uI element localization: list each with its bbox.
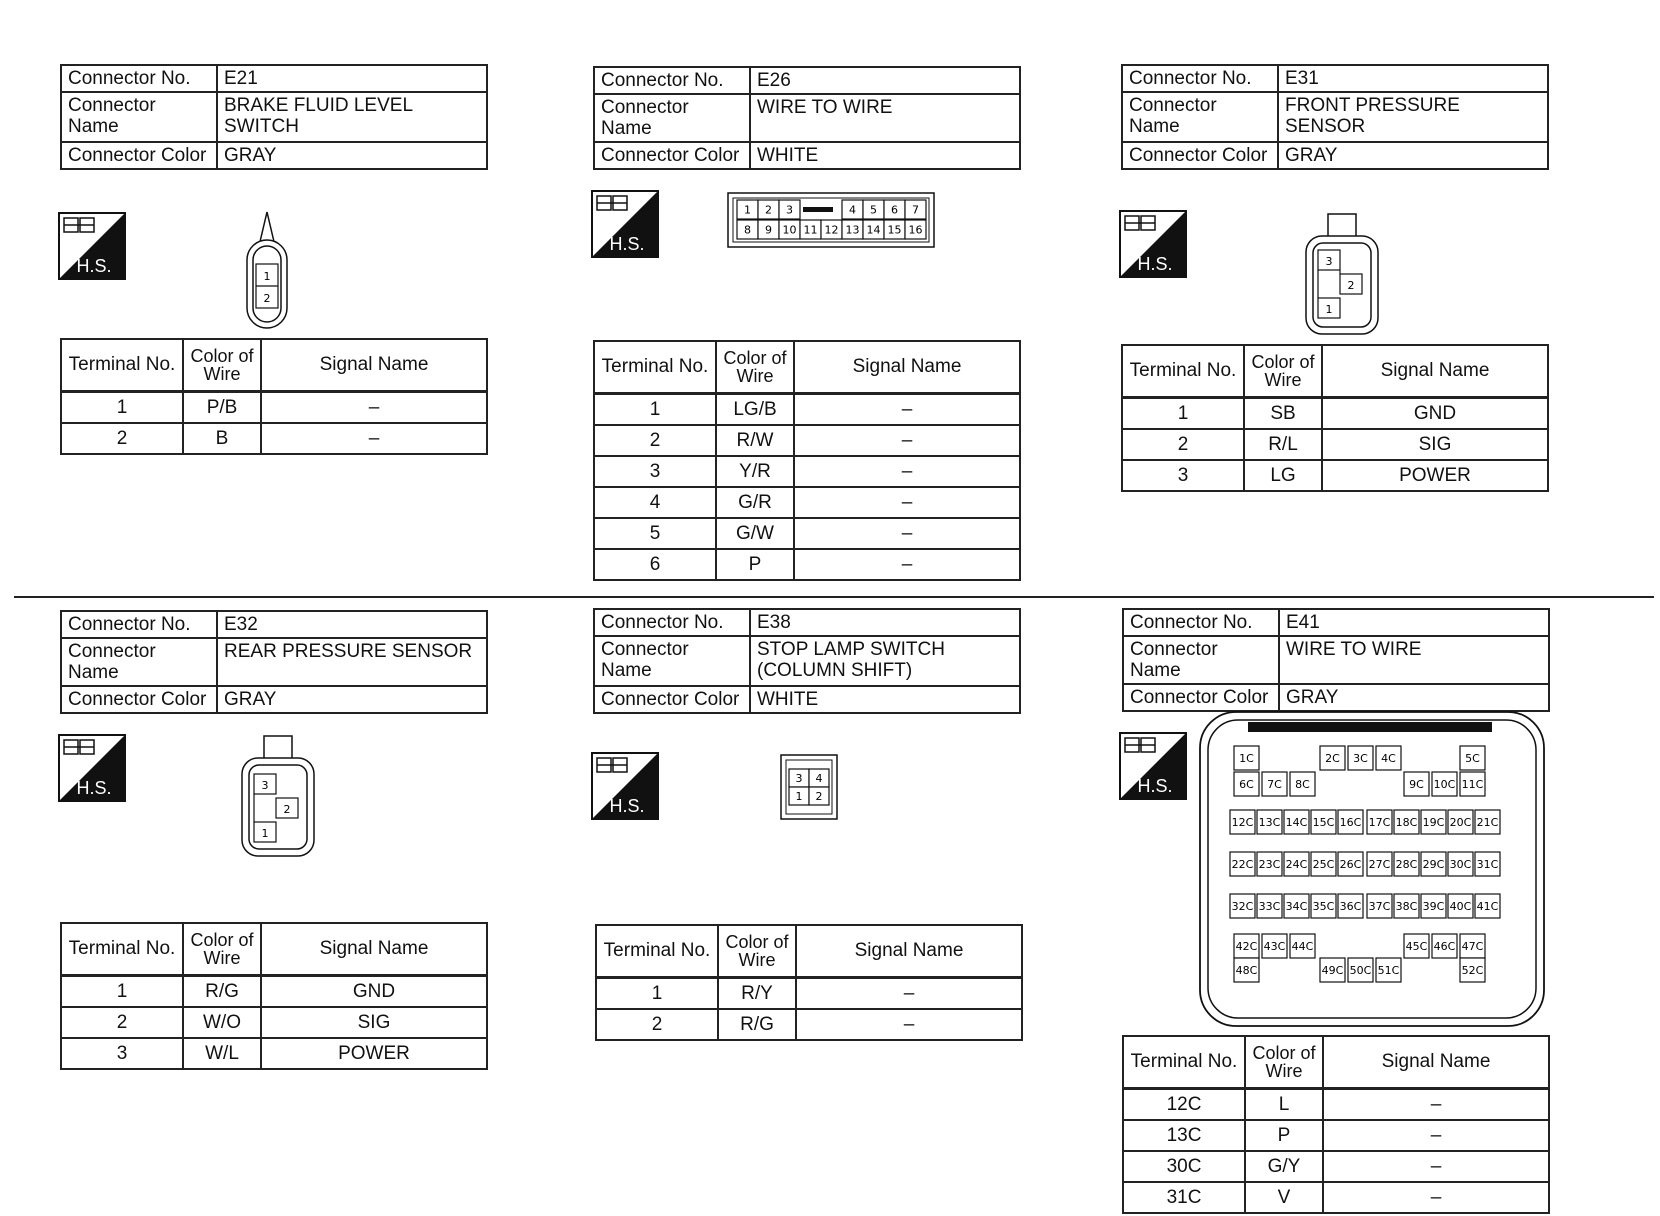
table-row: 2 W/O SIG: [61, 1007, 487, 1038]
pin-label: 49C: [1321, 963, 1344, 977]
label-connector-no: Connector No.: [594, 67, 750, 94]
header-terminal-no: Terminal No.: [596, 925, 718, 978]
pin-label: 39C: [1422, 899, 1445, 913]
label-connector-no: Connector No.: [1123, 609, 1279, 636]
connector-no: E32: [217, 611, 487, 638]
pin-label: 1: [1325, 303, 1333, 316]
label-connector-name: Connector Name: [61, 638, 217, 686]
pin-label: 1: [744, 203, 751, 217]
e38-connector-diagram: [780, 754, 838, 820]
pin-label: 19C: [1422, 815, 1445, 829]
pin-label: 33C: [1258, 899, 1281, 913]
label-connector-name: Connector Name: [1123, 636, 1279, 684]
pin-label: 35C: [1312, 899, 1335, 913]
pin-label: 1C: [1239, 751, 1254, 765]
pin-label: 17C: [1368, 815, 1391, 829]
header-signal-name: Signal Name: [261, 339, 487, 392]
pin-label: 3C: [1353, 751, 1368, 765]
pin-label: 36C: [1339, 899, 1362, 913]
header-signal-name: Signal Name: [1322, 345, 1548, 398]
hs-connector-icon: [1119, 210, 1187, 278]
terminal-table-e21: [60, 338, 488, 455]
pin-label: 13C: [1258, 815, 1281, 829]
terminal-table-e26: [593, 340, 1021, 581]
terminal-table-e31: [1121, 344, 1549, 492]
label-connector-name: Connector Name: [594, 94, 750, 142]
header-color-of-wire: Color of Wire: [716, 341, 794, 394]
connector-no: E31: [1278, 65, 1548, 92]
pin-label: 9C: [1409, 777, 1424, 791]
connector-color: WHITE: [750, 142, 1020, 169]
table-row: 13C P –: [1123, 1120, 1549, 1151]
header-color-of-wire: Color of Wire: [1244, 345, 1322, 398]
pin-label: 26C: [1339, 857, 1362, 871]
table-row: 3 LG POWER: [1122, 460, 1548, 491]
hs-connector-icon: [58, 212, 126, 280]
table-row: 31C V –: [1123, 1182, 1549, 1213]
header-signal-name: Signal Name: [1323, 1036, 1549, 1089]
pin-label: 29C: [1422, 857, 1445, 871]
connector-name: WIRE TO WIRE: [1279, 636, 1549, 684]
pin-label: 5C: [1465, 751, 1480, 765]
pin-label: 12C: [1231, 815, 1254, 829]
connector-no: E38: [750, 609, 1020, 636]
pin-label: 28C: [1395, 857, 1418, 871]
connector-no: E41: [1279, 609, 1549, 636]
table-row: 12C L –: [1123, 1089, 1549, 1121]
pin-label: 41C: [1476, 899, 1499, 913]
pin-label: 4C: [1381, 751, 1396, 765]
label-connector-no: Connector No.: [61, 611, 217, 638]
table-row: 1 R/Y –: [596, 978, 1022, 1010]
pin-label: 4: [849, 203, 856, 217]
pin-label: 27C: [1368, 857, 1391, 871]
connector-no: E21: [217, 65, 487, 92]
table-row: 2 R/L SIG: [1122, 429, 1548, 460]
header-terminal-no: Terminal No.: [61, 923, 183, 976]
hs-connector-icon: [1119, 732, 1187, 800]
table-row: 4 G/R –: [594, 487, 1020, 518]
label-connector-color: Connector Color: [594, 142, 750, 169]
pin-label: 31C: [1476, 857, 1499, 871]
table-row: 1 SB GND: [1122, 398, 1548, 430]
pin-label: 40C: [1449, 899, 1472, 913]
table-row: 1 R/G GND: [61, 976, 487, 1008]
header-color-of-wire: Color of Wire: [718, 925, 796, 978]
e31-connector-diagram: [1304, 212, 1380, 336]
pin-label: 23C: [1258, 857, 1281, 871]
connector-e41: [1122, 608, 1550, 712]
pin-label: 5: [870, 203, 877, 217]
pin-label: 3: [786, 203, 793, 217]
pin-label: 21C: [1476, 815, 1499, 829]
pin-label: 37C: [1368, 899, 1391, 913]
hs-label: H.S.: [609, 234, 645, 254]
header-color-of-wire: Color of Wire: [183, 339, 261, 392]
pin-label: 24C: [1285, 857, 1308, 871]
pin-label: 16C: [1339, 815, 1362, 829]
hs-label: H.S.: [76, 256, 112, 276]
pin-label: 6: [891, 203, 898, 217]
table-row: 2 R/G –: [596, 1009, 1022, 1040]
pin-label: 11C: [1461, 777, 1484, 791]
connector-e26: [593, 66, 1021, 170]
label-connector-name: Connector Name: [594, 636, 750, 686]
pin-label: 51C: [1377, 963, 1400, 977]
hs-label: H.S.: [76, 778, 112, 798]
pin-label: 42C: [1235, 939, 1258, 953]
connector-name: REAR PRESSURE SENSOR: [217, 638, 487, 686]
label-connector-color: Connector Color: [1122, 142, 1278, 169]
hs-label: H.S.: [1137, 776, 1173, 796]
e32-connector-diagram: [240, 734, 316, 858]
label-connector-color: Connector Color: [61, 686, 217, 713]
connector-e32: [60, 610, 488, 714]
label-connector-no: Connector No.: [1122, 65, 1278, 92]
connector-info-table: [1122, 608, 1550, 712]
connector-no: E26: [750, 67, 1020, 94]
label-connector-color: Connector Color: [594, 686, 750, 713]
terminal-table-e38: [595, 924, 1023, 1041]
pin-label: 20C: [1449, 815, 1472, 829]
pin-label: 9: [765, 223, 772, 237]
pin-label: 48C: [1235, 963, 1258, 977]
label-connector-name: Connector Name: [1122, 92, 1278, 142]
pin-label: 14: [866, 223, 881, 237]
pin-label: 12: [824, 223, 839, 237]
header-color-of-wire: Color of Wire: [183, 923, 261, 976]
pin-label: 2: [1347, 279, 1355, 292]
hs-label: H.S.: [1137, 254, 1173, 274]
connector-color: GRAY: [1278, 142, 1548, 169]
pin-label: 4: [815, 772, 823, 785]
connector-e31: [1121, 64, 1549, 170]
table-row: 30C G/Y –: [1123, 1151, 1549, 1182]
e26-connector-diagram: [727, 192, 935, 248]
pin-label: 14C: [1285, 815, 1308, 829]
pin-label: 11: [803, 223, 818, 237]
pin-label: 1: [261, 827, 269, 840]
pin-label: 32C: [1231, 899, 1254, 913]
pin-label: 2C: [1325, 751, 1340, 765]
header-terminal-no: Terminal No.: [61, 339, 183, 392]
e21-connector-diagram: [244, 210, 290, 330]
hs-connector-icon: [58, 734, 126, 802]
e41-connector-diagram: [1198, 710, 1546, 1028]
pin-label: 8: [744, 223, 751, 237]
pin-label: 16: [908, 223, 923, 237]
connector-name: BRAKE FLUID LEVEL SWITCH: [217, 92, 487, 142]
connector-color: GRAY: [1279, 684, 1549, 711]
pin-label: 2: [815, 790, 823, 803]
pin-label: 2: [263, 292, 271, 305]
pin-label: 25C: [1312, 857, 1335, 871]
pin-label: 3: [1325, 255, 1333, 268]
connector-info-table: [1121, 64, 1549, 170]
pin-label: 43C: [1263, 939, 1286, 953]
pin-label: 13: [845, 223, 860, 237]
table-row: 1 P/B –: [61, 392, 487, 424]
hs-connector-icon: [591, 752, 659, 820]
pin-label: 45C: [1405, 939, 1428, 953]
table-row: 2 R/W –: [594, 425, 1020, 456]
label-connector-color: Connector Color: [61, 142, 217, 169]
pin-label: 52C: [1461, 963, 1484, 977]
label-connector-color: Connector Color: [1123, 684, 1279, 711]
pin-label: 38C: [1395, 899, 1418, 913]
header-terminal-no: Terminal No.: [1123, 1036, 1245, 1089]
table-row: 5 G/W –: [594, 518, 1020, 549]
connector-info-table: [593, 66, 1021, 170]
header-signal-name: Signal Name: [261, 923, 487, 976]
hs-connector-icon: [591, 190, 659, 258]
connector-color: WHITE: [750, 686, 1020, 713]
pin-label: 7C: [1267, 777, 1282, 791]
connector-name: FRONT PRESSURE SENSOR: [1278, 92, 1548, 142]
pin-label: 15C: [1312, 815, 1335, 829]
header-signal-name: Signal Name: [794, 341, 1020, 394]
table-row: 6 P –: [594, 549, 1020, 580]
pin-label: 1: [263, 270, 271, 283]
section-divider: [14, 596, 1654, 598]
pin-label: 46C: [1433, 939, 1456, 953]
pin-label: 2: [765, 203, 772, 217]
pin-label: 22C: [1231, 857, 1254, 871]
hs-label: H.S.: [609, 796, 645, 816]
connector-name: WIRE TO WIRE: [750, 94, 1020, 142]
connector-color: GRAY: [217, 686, 487, 713]
table-row: 2 B –: [61, 423, 487, 454]
header-terminal-no: Terminal No.: [594, 341, 716, 394]
pin-label: 3: [795, 772, 803, 785]
label-connector-no: Connector No.: [61, 65, 217, 92]
connector-color: GRAY: [217, 142, 487, 169]
pin-label: 30C: [1449, 857, 1472, 871]
pin-label: 10: [782, 223, 797, 237]
terminal-table-e41: [1122, 1035, 1550, 1214]
connector-e38: [593, 608, 1021, 714]
header-signal-name: Signal Name: [796, 925, 1022, 978]
connector-info-table: [60, 64, 488, 170]
table-row: 3 Y/R –: [594, 456, 1020, 487]
pin-label: 6C: [1239, 777, 1254, 791]
pin-label: 1: [795, 790, 803, 803]
label-connector-no: Connector No.: [594, 609, 750, 636]
connector-info-table: [593, 608, 1021, 714]
pin-label: 15: [887, 223, 902, 237]
connector-name: STOP LAMP SWITCH (COLUMN SHIFT): [750, 636, 1020, 686]
terminal-table-e32: [60, 922, 488, 1070]
label-connector-name: Connector Name: [61, 92, 217, 142]
table-row: 1 LG/B –: [594, 394, 1020, 426]
table-row: 3 W/L POWER: [61, 1038, 487, 1069]
pin-label: 7: [912, 203, 919, 217]
pin-label: 2: [283, 803, 291, 816]
connector-e21: [60, 64, 488, 170]
pin-label: 18C: [1395, 815, 1418, 829]
header-terminal-no: Terminal No.: [1122, 345, 1244, 398]
header-color-of-wire: Color of Wire: [1245, 1036, 1323, 1089]
pin-label: 10C: [1433, 777, 1456, 791]
pin-label: 8C: [1295, 777, 1310, 791]
pin-label: 47C: [1461, 939, 1484, 953]
pin-label: 34C: [1285, 899, 1308, 913]
pin-label: 50C: [1349, 963, 1372, 977]
pin-label: 44C: [1291, 939, 1314, 953]
connector-info-table: [60, 610, 488, 714]
pin-label: 3: [261, 779, 269, 792]
